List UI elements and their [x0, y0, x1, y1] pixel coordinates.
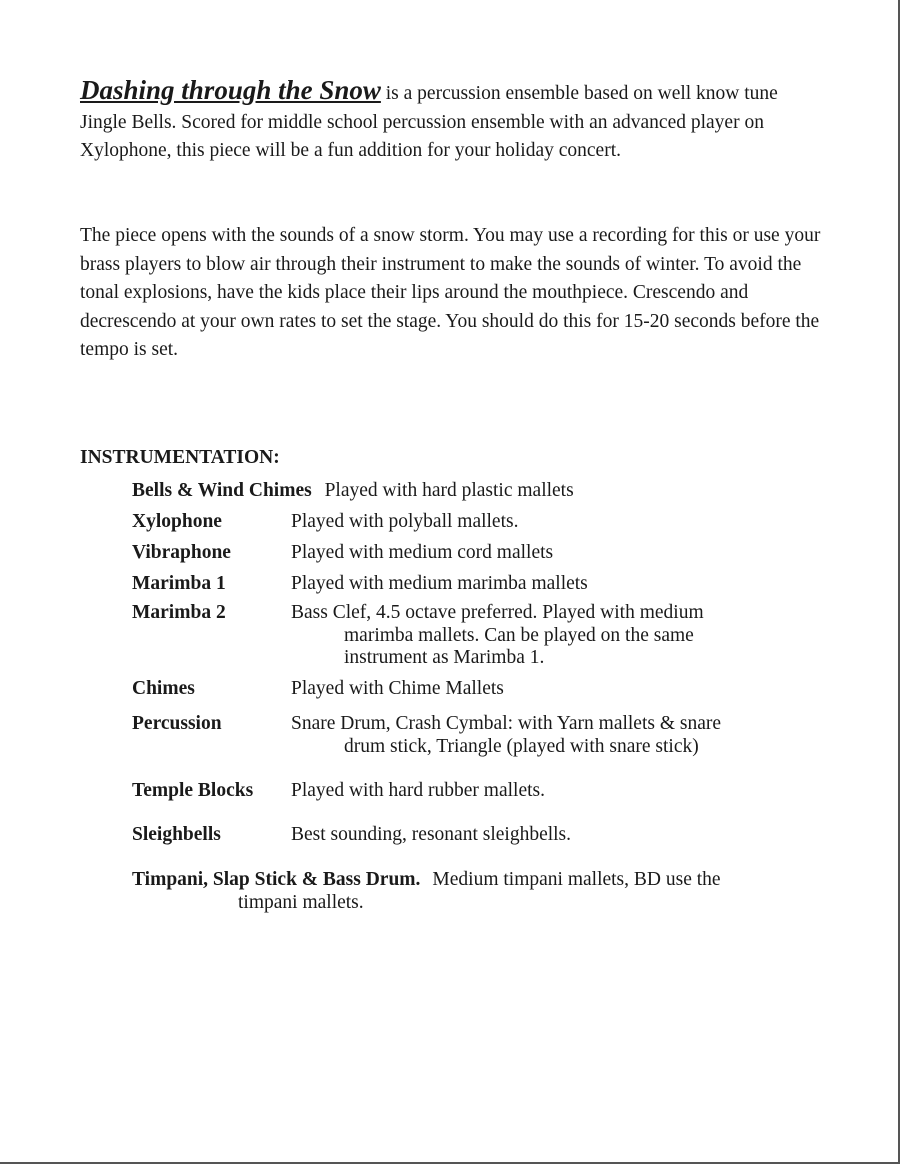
instrument-name: Sleighbells: [132, 824, 221, 845]
instrument-row: [132, 511, 812, 534]
instrument-name: Vibraphone: [132, 542, 231, 563]
instrument-row: [132, 780, 812, 803]
instrument-desc: Played with medium cord mallets: [291, 542, 554, 563]
opening-paragraph: The piece opens with the sounds of a snow storm. You may use a recording for this or use your brass players to blow air through their instrument to make the sounds of winter. To avoid the tonal explosions, have the kids place their lips around the mouthpiece. Crescendo and decrescendo at your own rates to set the stage. You should do this for 15-20 seconds before the tempo is set.: [80, 225, 821, 360]
instrument-row: [132, 480, 812, 503]
piece-title: Dashing through the Snow: [80, 75, 381, 105]
instrument-name: Marimba 1: [132, 573, 226, 594]
instrument-desc-line: instrument as Marimba 1.: [344, 647, 545, 668]
instrument-desc: [291, 602, 811, 670]
instrument-row: [132, 602, 812, 668]
instrument-desc-line: Bass Clef, 4.5 octave preferred. Played with medium: [291, 602, 704, 623]
instrument-row: [132, 678, 812, 701]
instrumentation-heading: INSTRUMENTATION:: [80, 447, 280, 468]
instrument-row: [132, 713, 812, 757]
instrument-desc: Played with Chime Mallets: [291, 678, 504, 699]
instrument-desc-line: timpani mallets.: [238, 891, 364, 913]
instrument-desc: Played with polyball mallets.: [291, 511, 519, 532]
instrument-name: Bells & Wind Chimes: [132, 480, 312, 501]
instrument-name: Timpani, Slap Stick & Bass Drum.: [132, 869, 421, 890]
instrument-desc-line: marimba mallets. Can be played on the same: [344, 624, 694, 646]
instrument-row: [132, 573, 812, 596]
instrument-desc: Medium timpani mallets, BD use the: [432, 869, 721, 890]
instrument-desc: Best sounding, resonant sleighbells.: [291, 824, 572, 845]
instrument-name: Temple Blocks: [132, 780, 254, 801]
instrument-desc: [291, 713, 811, 758]
instrument-row: [132, 869, 812, 914]
instrument-name: Xylophone: [132, 511, 222, 532]
instrument-name: Percussion: [132, 713, 222, 734]
instrument-desc-line: drum stick, Triangle (played with snare stick): [344, 735, 699, 757]
instrument-desc: Played with medium marimba mallets: [291, 573, 588, 594]
instrument-row: [132, 542, 812, 565]
instrument-desc: Played with hard rubber mallets.: [291, 780, 545, 801]
intro-paragraph: [80, 76, 825, 166]
intro-text: is a percussion ensemble based on well know tune Jingle Bells. Scored for middle school percussion ensemble with an advanced player on Xylophone, this piece will be a fun addition for your holiday concert.: [80, 83, 778, 161]
instrument-name: Marimba 2: [132, 602, 226, 623]
instrument-desc: Played with hard plastic mallets: [324, 480, 574, 501]
instrument-name: Chimes: [132, 678, 195, 699]
instrument-desc-line: Snare Drum, Crash Cymbal: with Yarn mallets & snare: [291, 713, 722, 734]
instrument-row: [132, 824, 812, 847]
